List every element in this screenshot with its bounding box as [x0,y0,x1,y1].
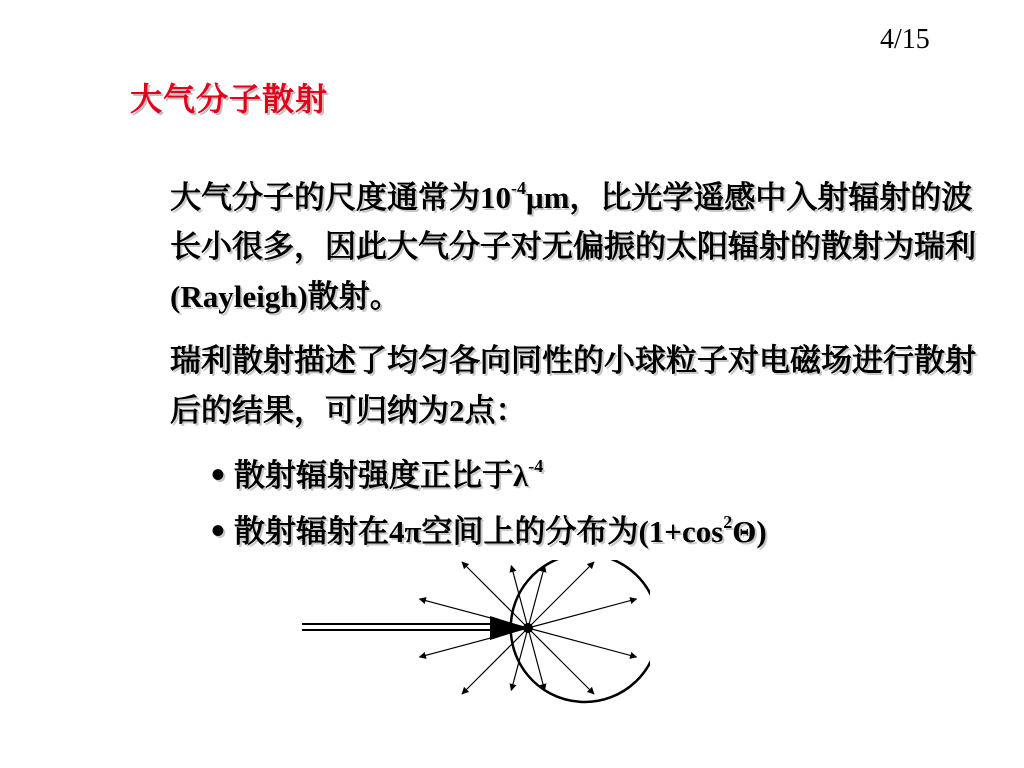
bullet-1-exponent: -4 [528,456,544,476]
p1-text-b: ，比光学遥感中入射辐射的波长小很多，因此大气分子对无偏振的太阳辐射的散射为瑞利 [170,180,976,265]
scatter-arrow [528,628,637,657]
scatter-arrow [528,566,545,628]
bullet-list [208,448,767,560]
scatter-arrow [511,566,528,628]
p2-text-a: 瑞利散射描述了均匀各向同性的小球粒子对电磁场进行散射后的结果，可归纳为 [170,343,976,429]
p2-text-b: 点： [464,393,527,429]
scatter-arrow [528,628,545,690]
bullet-1-text: 散射辐射强度正比于 [234,458,513,494]
scatter-arrow [528,599,637,628]
p1-exponent: -4 [511,178,526,198]
p1-text-a: 大气分子的尺度通常为 [170,180,480,216]
formula-end: Θ) [732,514,767,549]
p1-text-c: 散射。 [307,279,401,315]
bullet-2-text-b: 空间上的分布为 [421,514,639,550]
p1-number: 10 [480,180,511,215]
four-pi-symbol: 4π [389,514,422,549]
slide-title: 大气分子散射 [130,80,329,118]
bullet-item-intensity [208,448,767,504]
p1-rayleigh: (Rayleigh) [170,279,308,314]
bullet-marker: • [208,458,228,494]
paragraph-molecule-size [170,173,980,322]
bullet-marker: • [208,514,228,550]
p2-number: 2 [449,393,465,428]
scattering-center [523,623,533,633]
lambda-symbol: λ [513,458,529,493]
formula-start: (1+cos [638,514,724,549]
scatter-arrow [511,628,528,690]
page-number: 4/15 [880,24,930,55]
bullet-2-text-a: 散射辐射在 [234,514,389,550]
bullet-item-distribution [208,504,767,560]
rayleigh-scattering-diagram [290,560,650,710]
paragraph-rayleigh-description [170,337,980,436]
p1-unit: μm [526,180,570,215]
formula-exponent: 2 [723,512,733,532]
